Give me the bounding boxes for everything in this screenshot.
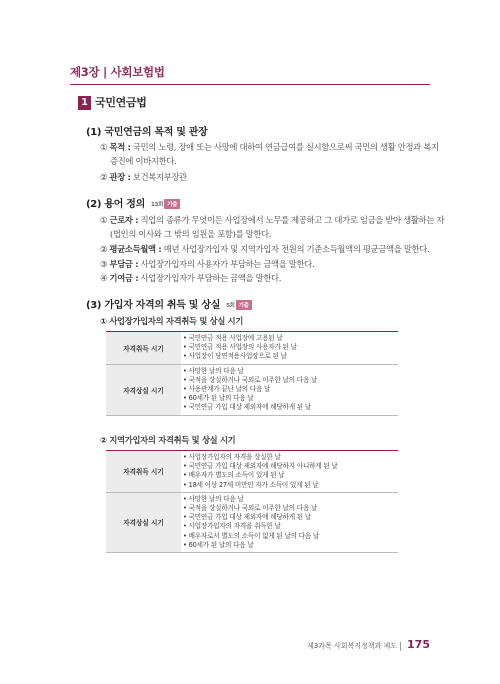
row-label: 자격취득 시기 — [106, 451, 181, 493]
list-item: • 사용관계가 끝난 날의 다음 날 — [183, 385, 271, 394]
row-items — [181, 451, 398, 493]
table-row — [106, 492, 398, 552]
row-label: 자격상실 시기 — [106, 364, 181, 415]
definition-item — [100, 214, 444, 226]
list-item: • 국적을 상실하거나 국외로 이주한 날의 다음 날 — [183, 375, 318, 384]
item-text: 사업장가입자가 부담하는 금액을 말한다. — [140, 273, 282, 283]
table-row — [106, 364, 398, 415]
subsection-title-qualification — [86, 296, 252, 311]
exam-round: 5회 — [226, 303, 235, 309]
item-label: 목적 : — [109, 142, 131, 152]
item-label: 관장 : — [109, 172, 131, 182]
subsection-title-text: (2) 용어 정의 — [86, 199, 146, 210]
item-number: ① — [100, 215, 108, 225]
list-item: • 60세가 된 날의 다음 날 — [183, 394, 254, 403]
purpose-item-continuation: 증진에 이바지한다. — [110, 156, 177, 166]
definition-item — [100, 272, 281, 284]
page-number: 175 — [407, 638, 430, 651]
item-text: 매년 사업장가입자 및 지역가입자 전원의 기준소득월액의 평균금액을 말한다. — [163, 244, 430, 254]
chapter-divider — [70, 84, 430, 85]
definition-item — [100, 243, 429, 255]
section-title: 국민연금법 — [95, 96, 147, 109]
exam-tag: 기출 — [164, 199, 180, 209]
list-item: • 국민연금 가입 대상 제외자에 해당하게 된 날 — [183, 513, 312, 522]
list-item: • 60세가 된 날의 다음 날 — [183, 540, 254, 549]
exam-round: 13회 — [151, 202, 164, 208]
list-item: • 18세 이상 27세 미만인 자가 소득이 있게 된 날 — [183, 480, 319, 489]
regional-subscriber-title: ② 지역가입자의 자격취득 및 상실 시기 — [100, 435, 236, 445]
workplace-subscriber-table — [106, 331, 398, 416]
list-item: • 사망한 날의 다음 날 — [183, 494, 244, 503]
item-number: ① — [100, 142, 108, 152]
subsection-title-purpose: (1) 국민연금의 목적 및 관장 — [86, 127, 208, 138]
management-item — [100, 171, 187, 183]
item-text: 보건복지부장관 — [132, 172, 187, 182]
row-label: 자격상실 시기 — [106, 492, 181, 552]
workplace-subscriber-title: ① 사업장가입자의 자격취득 및 상실 시기 — [100, 316, 244, 326]
item-number: ④ — [100, 273, 108, 283]
row-items — [181, 364, 398, 415]
list-item: • 사망한 날의 다음 날 — [183, 366, 244, 375]
exam-tag: 기출 — [236, 300, 252, 310]
list-item: • 사업장가입자의 자격을 취득한 날 — [183, 522, 281, 531]
table-row — [106, 451, 398, 493]
subsection-title-definitions — [86, 195, 180, 210]
row-items — [181, 332, 398, 365]
item-number: ② — [100, 172, 108, 182]
item-text: 사업장가입자의 사용자가 부담하는 금액을 말한다. — [140, 259, 315, 269]
definition-item — [100, 258, 314, 270]
regional-subscriber-table — [106, 450, 398, 553]
definition-item-continuation: (법인의 이사와 그 밖의 임원을 포함)를 말한다. — [110, 229, 272, 239]
footer-subject: 제3과목 사회복지정책과 제도 — [306, 642, 398, 650]
item-label: 부담금 : — [109, 259, 139, 269]
item-text: 국민의 노령, 장애 또는 사망에 대하여 연금급여를 실시함으로써 국민의 생활 안정과 복지 — [132, 142, 439, 152]
page-footer — [307, 638, 430, 651]
item-label: 평균소득월액 : — [109, 244, 162, 254]
chapter-heading: 제3장 | 사회보험법 — [70, 65, 165, 79]
purpose-item — [100, 141, 439, 153]
list-item: • 배우자가 별도의 소득이 있게 된 날 — [183, 471, 285, 480]
item-text: 직업의 종류가 무엇이든 사업장에서 노무를 제공하고 그 대가로 임금을 받아 생활하는 자 — [140, 215, 445, 225]
table-row — [106, 332, 398, 365]
list-item: • 사업장가입자의 자격을 상실한 날 — [183, 453, 281, 461]
list-item: • 배우자로서 별도의 소득이 없게 된 날의 다음 날 — [183, 531, 320, 540]
subsection-title-text: (3) 가입자 자격의 취득 및 상실 — [86, 300, 221, 311]
list-item: • 국민연금 적용 사업장에 고용된 날 — [183, 334, 283, 342]
list-item: • 국민연금 적용 사업장의 사용자가 된 날 — [183, 343, 297, 352]
section-number-badge: 1 — [78, 96, 91, 110]
item-label: 근로자 : — [109, 215, 139, 225]
item-number: ② — [100, 244, 108, 254]
list-item: • 국민연금 가입 대상 제외자에 해당하게 된 날 — [183, 403, 312, 412]
list-item: • 국민연금 가입 대상 제외자에 해당하지 아니하게 된 날 — [183, 462, 338, 471]
item-label: 기여금 : — [109, 273, 139, 283]
footer-divider — [400, 642, 401, 651]
row-items — [181, 492, 398, 552]
list-item: • 사업장이 당연적용사업장으로 된 날 — [183, 352, 287, 361]
row-label: 자격취득 시기 — [106, 332, 181, 365]
item-number: ③ — [100, 259, 108, 269]
list-item: • 국적을 상실하거나 국외로 이주한 날의 다음 날 — [183, 504, 318, 513]
